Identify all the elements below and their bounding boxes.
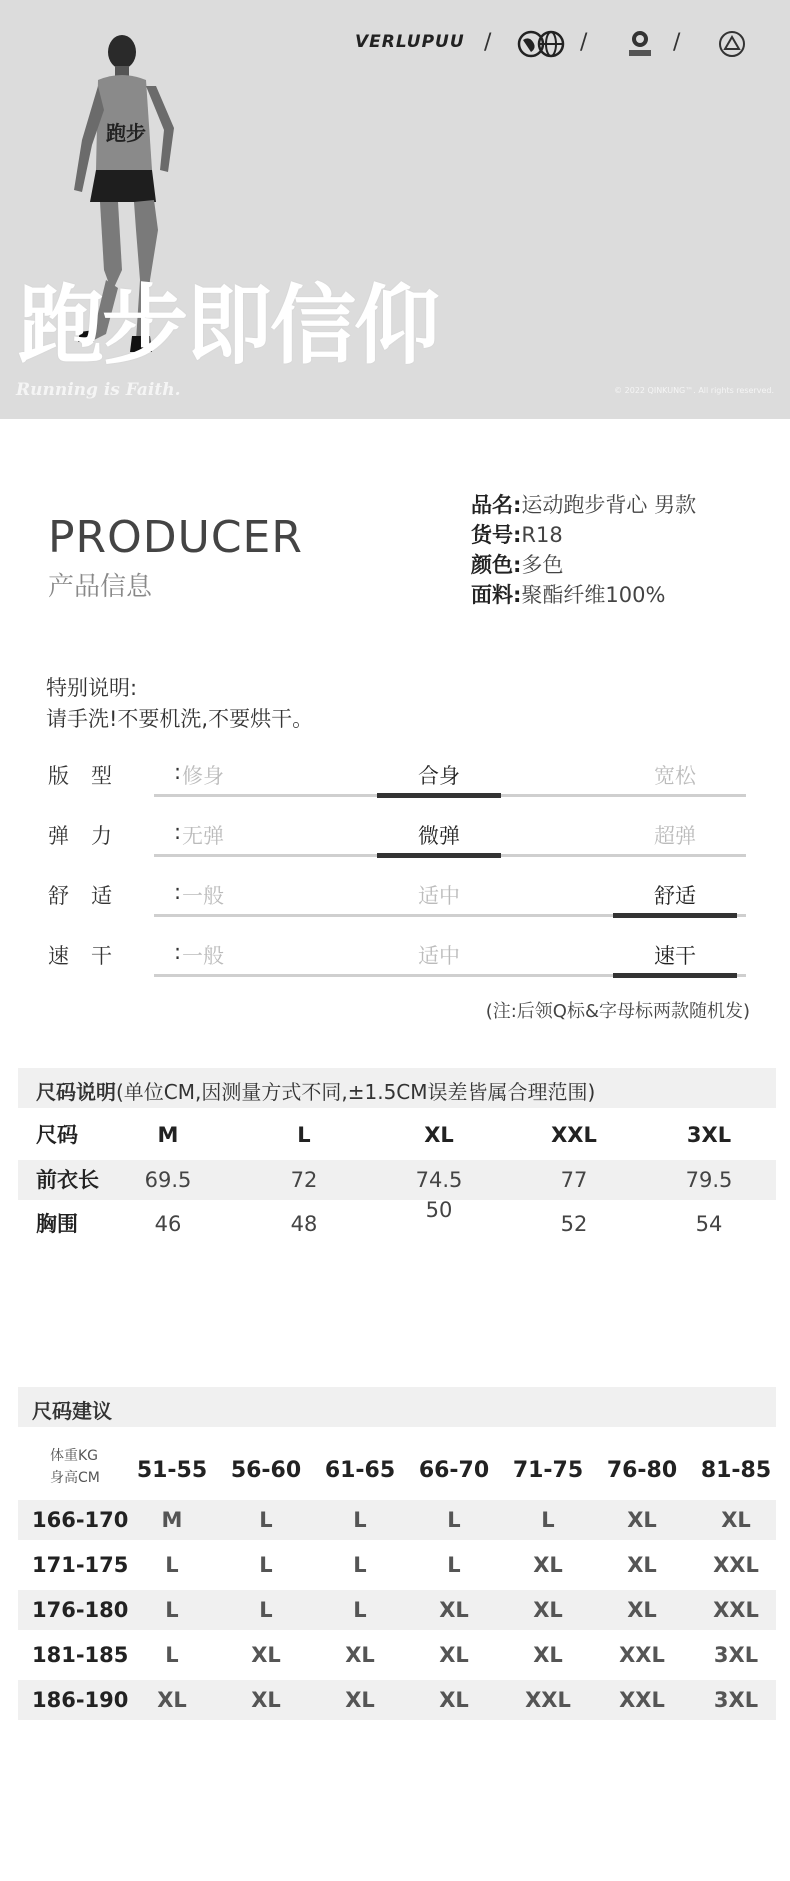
weight-range-header: 66-70 bbox=[418, 1458, 490, 1483]
attribute-colon: : bbox=[174, 760, 182, 784]
brand-logo: VERLUPUU bbox=[355, 32, 465, 52]
size-chart-size: M bbox=[157, 1123, 179, 1147]
info-row-fabric: 面料:聚酯纤维100% bbox=[471, 583, 666, 607]
size-chart-value: 52 bbox=[560, 1212, 588, 1236]
suggested-size: L bbox=[259, 1508, 273, 1532]
brand-bar bbox=[355, 28, 755, 62]
hero-tagline: Running is Faith. bbox=[16, 380, 181, 400]
attribute-marker bbox=[377, 853, 501, 858]
special-note-body: 请手洗!不要机洗,不要烘干。 bbox=[46, 707, 314, 731]
suggested-size: XL bbox=[251, 1688, 281, 1712]
attribute-option: 合身 bbox=[418, 764, 460, 788]
suggested-size: XL bbox=[345, 1688, 375, 1712]
weight-range-header: 61-65 bbox=[324, 1458, 396, 1483]
size-chart-header-row bbox=[18, 1115, 776, 1155]
weight-range-header: 76-80 bbox=[606, 1458, 678, 1483]
size-chart-size: XXL bbox=[551, 1123, 597, 1147]
attribute-option: 微弹 bbox=[418, 824, 460, 848]
height-range-label: 176-180 bbox=[32, 1598, 129, 1622]
weight-range-header: 81-85 bbox=[700, 1458, 772, 1483]
attribute-option: 速干 bbox=[654, 944, 696, 968]
copyright: © 2022 QINKUNG™. All rights reserved. bbox=[614, 386, 774, 395]
suggested-size: XL bbox=[439, 1688, 469, 1712]
suggested-size: L bbox=[353, 1508, 367, 1532]
size-chart-row bbox=[18, 1198, 776, 1244]
suggested-size: L bbox=[447, 1508, 461, 1532]
attribute-option: 适中 bbox=[418, 944, 460, 968]
attribute-colon: : bbox=[174, 820, 182, 844]
height-range-label: 186-190 bbox=[32, 1688, 129, 1712]
attribute-label: 版型 bbox=[48, 764, 134, 788]
suggested-size: L bbox=[353, 1553, 367, 1577]
weight-range-header: 56-60 bbox=[230, 1458, 302, 1483]
size-chart-size: XL bbox=[424, 1123, 454, 1147]
svg-text:跑步: 跑步 bbox=[106, 121, 146, 145]
size-chart-size: 3XL bbox=[686, 1123, 732, 1147]
weight-height-labels: 体重KG 身高CM bbox=[50, 1448, 100, 1486]
separator: / bbox=[580, 30, 588, 55]
attribute-option: 一般 bbox=[182, 884, 224, 908]
size-chart-value: 50 bbox=[425, 1198, 453, 1222]
footnote: (注:后领Q标&字母标两款随机发) bbox=[485, 1001, 750, 1022]
attribute-row bbox=[48, 760, 748, 810]
runner-badge-icon bbox=[625, 28, 655, 60]
weight-range-header: 71-75 bbox=[512, 1458, 584, 1483]
suggested-size: XXL bbox=[619, 1643, 665, 1667]
size-chart-size: L bbox=[297, 1123, 311, 1147]
separator: / bbox=[484, 30, 492, 55]
attribute-marker bbox=[377, 793, 501, 798]
suggested-size: 3XL bbox=[713, 1643, 759, 1667]
suggested-size: XL bbox=[157, 1688, 187, 1712]
attribute-row bbox=[48, 940, 748, 990]
suggested-size: XXL bbox=[619, 1688, 665, 1712]
size-suggest-title: 尺码建议 bbox=[32, 1399, 112, 1423]
separator: / bbox=[673, 30, 681, 55]
suggested-size: L bbox=[541, 1508, 555, 1532]
suggested-size: XL bbox=[533, 1643, 563, 1667]
hero-banner bbox=[0, 0, 790, 419]
suggested-size: XL bbox=[251, 1643, 281, 1667]
size-chart-value: 74.5 bbox=[415, 1168, 463, 1192]
info-row-sku: 货号:R18 bbox=[471, 523, 563, 547]
suggested-size: XL bbox=[627, 1508, 657, 1532]
size-chart-row-label: 前衣长 bbox=[36, 1168, 99, 1192]
suggested-size: L bbox=[353, 1598, 367, 1622]
suggested-size: XL bbox=[345, 1643, 375, 1667]
attribute-label: 弹力 bbox=[48, 824, 134, 848]
attribute-label: 舒适 bbox=[48, 884, 134, 908]
size-suggest-row bbox=[18, 1635, 776, 1675]
producer-subheading: 产品信息 bbox=[48, 572, 153, 602]
size-chart-row-label: 胸围 bbox=[36, 1212, 78, 1236]
suggested-size: XL bbox=[439, 1598, 469, 1622]
attribute-option: 宽松 bbox=[654, 764, 696, 788]
product-info-list bbox=[471, 490, 696, 610]
size-suggest-row bbox=[18, 1680, 776, 1720]
attribute-option: 舒适 bbox=[654, 884, 696, 908]
size-suggest-row bbox=[18, 1500, 776, 1540]
size-chart-value: 48 bbox=[290, 1212, 318, 1236]
emblem-icon bbox=[717, 30, 747, 58]
attribute-colon: : bbox=[174, 880, 182, 904]
suggested-size: XL bbox=[627, 1598, 657, 1622]
attribute-option: 适中 bbox=[418, 884, 460, 908]
suggested-size: L bbox=[259, 1553, 273, 1577]
size-chart-value: 69.5 bbox=[144, 1168, 192, 1192]
attribute-row bbox=[48, 820, 748, 870]
size-suggest-header-band bbox=[18, 1387, 776, 1427]
attribute-option: 修身 bbox=[182, 764, 224, 788]
suggested-size: XXL bbox=[713, 1598, 759, 1622]
info-row-name: 品名:运动跑步背心 男款 bbox=[471, 493, 697, 517]
attribute-marker bbox=[613, 913, 737, 918]
size-suggest-row bbox=[18, 1545, 776, 1585]
hero-title: 跑步即信仰 bbox=[18, 275, 438, 376]
size-chart-value: 46 bbox=[154, 1212, 182, 1236]
suggested-size: L bbox=[165, 1598, 179, 1622]
height-range-label: 181-185 bbox=[32, 1643, 129, 1667]
suggested-size: XXL bbox=[713, 1553, 759, 1577]
globe-icon bbox=[517, 30, 565, 58]
suggested-size: XL bbox=[627, 1553, 657, 1577]
attribute-option: 超弹 bbox=[654, 824, 696, 848]
height-range-label: 171-175 bbox=[32, 1553, 129, 1577]
suggested-size: 3XL bbox=[713, 1688, 759, 1712]
special-note-title: 特别说明: bbox=[46, 676, 138, 700]
producer-heading: PRODUCER bbox=[48, 512, 303, 563]
attribute-marker bbox=[613, 973, 737, 978]
suggested-size: M bbox=[161, 1508, 183, 1532]
size-chart-value: 77 bbox=[560, 1168, 588, 1192]
suggested-size: XL bbox=[533, 1553, 563, 1577]
suggested-size: XL bbox=[533, 1598, 563, 1622]
suggested-size: XXL bbox=[525, 1688, 571, 1712]
suggested-size: L bbox=[165, 1553, 179, 1577]
attribute-row bbox=[48, 880, 748, 930]
size-chart-header-label: 尺码 bbox=[36, 1123, 78, 1147]
size-chart-value: 54 bbox=[695, 1212, 723, 1236]
attribute-option: 一般 bbox=[182, 944, 224, 968]
attribute-option: 无弹 bbox=[182, 824, 224, 848]
suggested-size: L bbox=[165, 1643, 179, 1667]
size-chart-title: 尺码说明(单位CM,因测量方式不同,±1.5CM误差皆属合理范围) bbox=[36, 1080, 596, 1104]
weight-range-header: 51-55 bbox=[136, 1458, 208, 1483]
size-chart-value: 79.5 bbox=[685, 1168, 733, 1192]
height-range-label: 166-170 bbox=[32, 1508, 129, 1532]
suggested-size: L bbox=[259, 1598, 273, 1622]
info-row-color: 颜色:多色 bbox=[471, 553, 564, 577]
suggested-size: L bbox=[447, 1553, 461, 1577]
attribute-colon: : bbox=[174, 940, 182, 964]
size-chart-value: 72 bbox=[290, 1168, 318, 1192]
suggested-size: XL bbox=[439, 1643, 469, 1667]
attribute-label: 速干 bbox=[48, 944, 134, 968]
suggested-size: XL bbox=[721, 1508, 751, 1532]
size-suggest-row bbox=[18, 1590, 776, 1630]
